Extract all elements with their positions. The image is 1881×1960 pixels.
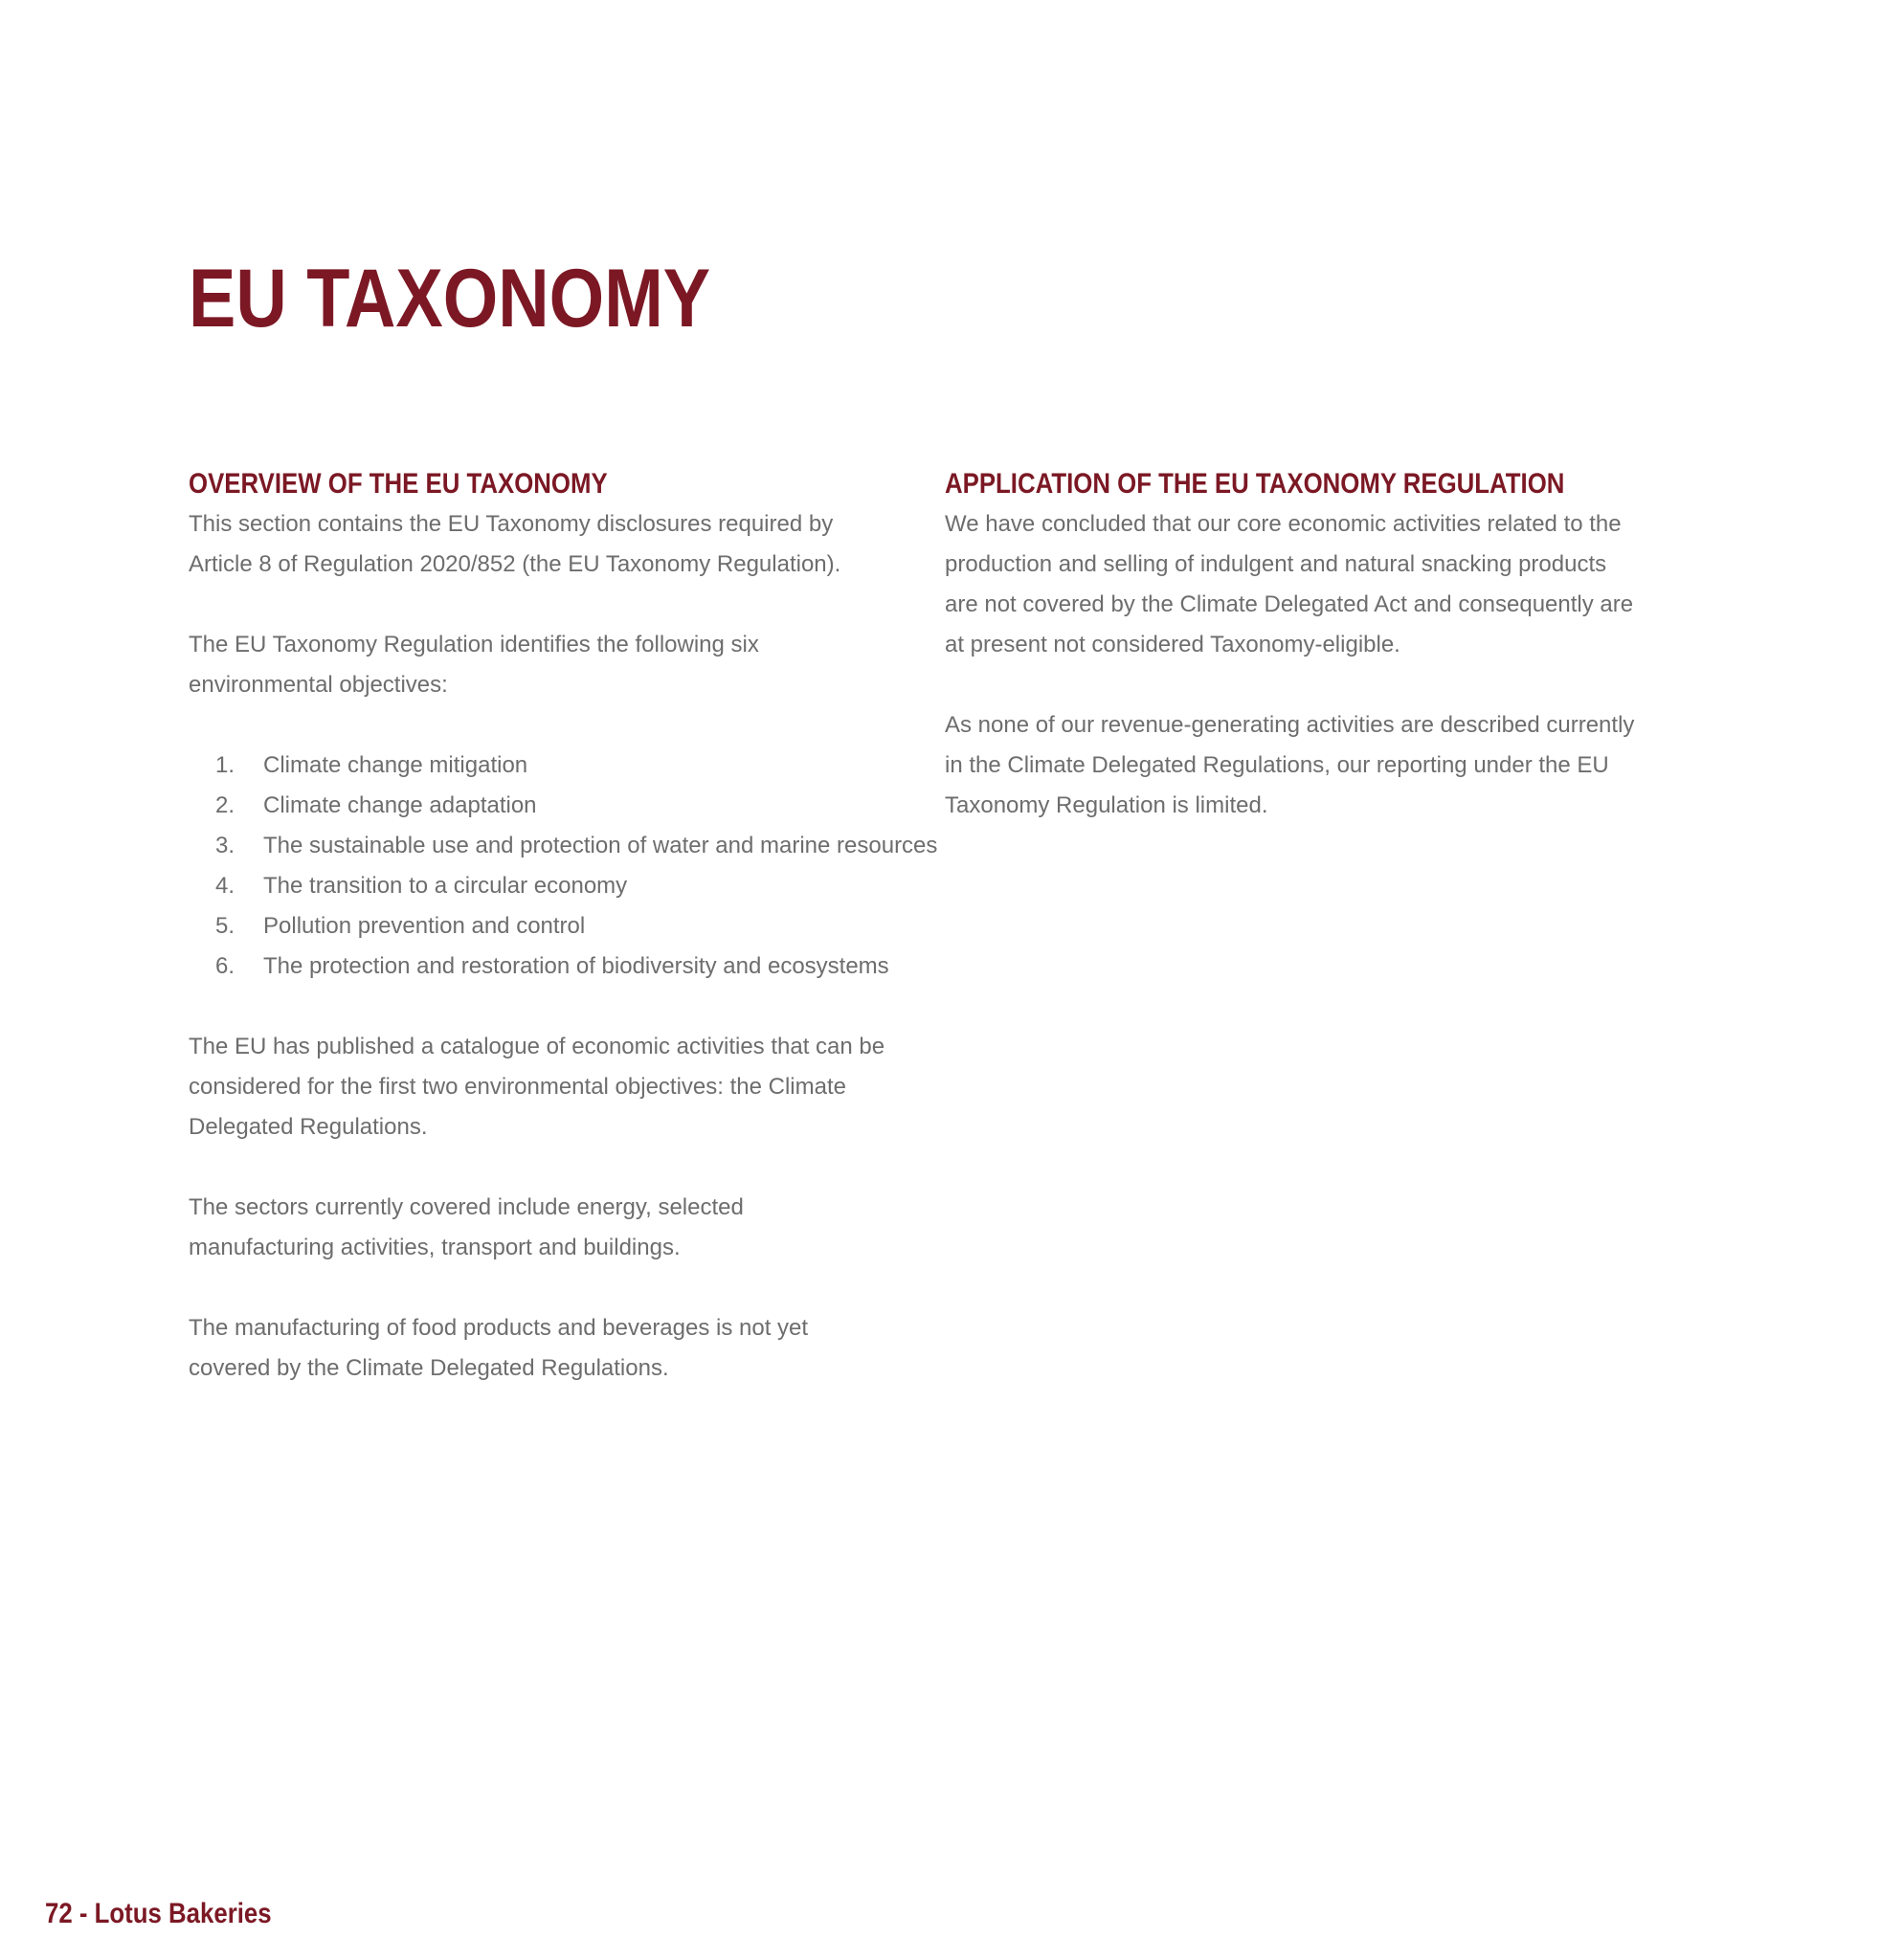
objective-item [189, 826, 938, 866]
eligibility-paragraph: We have concluded that our core economic activities related to the production and selling of indulgent and natural snacking products are not covered by the Climate Delegated Act and consequently are at present not considered Taxonomy-eligible. [945, 511, 1634, 657]
objectives-list [189, 746, 938, 987]
objective-text: The transition to a circular economy [263, 873, 628, 899]
overview-section [189, 464, 938, 1429]
objective-text: The protection and restoration of biodiversity and ecosystems [263, 953, 889, 979]
reporting-limited-paragraph: As none of our revenue-generating activities are described currently in the Climate Delegated Regulations, our reporting under the EU Taxonomy Regulation is limited. [945, 712, 1635, 818]
objectives-intro-paragraph: The EU Taxonomy Regulation identifies the following six environmental objectives: [189, 632, 759, 698]
page-footer: 72 - Lotus Bakeries [45, 1898, 272, 1929]
objective-number: 6. [215, 953, 235, 979]
objective-text: Climate change mitigation [263, 752, 528, 778]
catalogue-paragraph: The EU has published a catalogue of economic activities that can be considered for the first two environmental objectives: the Climate Delegated Regulations. [189, 1034, 885, 1140]
overview-heading: OVERVIEW OF THE EU TAXONOMY [189, 468, 608, 500]
food-manufacturing-paragraph: The manufacturing of food products and beverages is not yet covered by the Climate Delegated Regulations. [189, 1315, 809, 1381]
objective-text: Climate change adaptation [263, 792, 537, 818]
objective-item [189, 746, 887, 786]
objective-number: 2. [215, 792, 235, 818]
application-heading: APPLICATION OF THE EU TAXONOMY REGULATION [945, 468, 1565, 500]
objective-number: 4. [215, 873, 235, 899]
objective-number: 3. [215, 833, 235, 858]
objective-item [189, 947, 887, 987]
application-section [945, 464, 1644, 866]
overview-paragraph: This section contains the EU Taxonomy disclosures required by Article 8 of Regulation 2020/852 (the EU Taxonomy Regulation). [189, 511, 841, 577]
objective-text: Pollution prevention and control [263, 913, 586, 939]
objective-item [189, 786, 887, 826]
objective-item [189, 906, 887, 947]
objective-number: 1. [215, 752, 235, 778]
sectors-paragraph: The sectors currently covered include energy, selected manufacturing activities, transport and buildings. [189, 1194, 744, 1260]
objective-item [189, 866, 887, 906]
objective-number: 5. [215, 913, 235, 939]
objective-text: The sustainable use and protection of water and marine resources [263, 833, 938, 858]
page-title: EU TAXONOMY [189, 253, 711, 345]
